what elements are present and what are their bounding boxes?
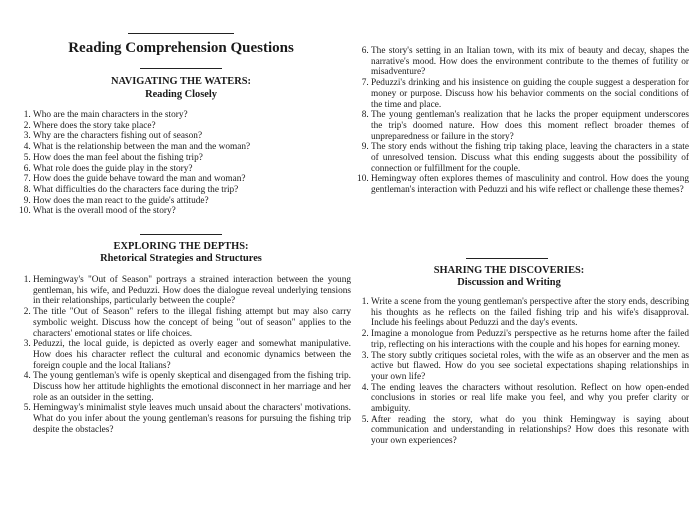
- section3-subtitle: Discussion and Writing: [457, 277, 561, 288]
- question-item: 1. Write a scene from the young gentleman's perspective after the story ends, describing his thoughts as he reflects on the failed fishing trip and his wife's disapproval. Include his feelings about Peduzzi and the day's events.: [371, 297, 689, 329]
- question-item: 6. The story's setting in an Italian town, with its mix of beauty and decay, shapes the narrative's mood. How does the environment contribute to the themes of futility or misadventure?: [371, 46, 689, 78]
- section2-title: EXPLORING THE DEPTHS:: [113, 241, 249, 252]
- question-item: 10. Hemingway often explores themes of masculinity and control. How does the young gentleman's interaction with Peduzzi and his wife reflect or challenge these themes?: [371, 174, 689, 195]
- section2-subtitle: Rhetorical Strategies and Structures: [100, 253, 262, 264]
- question-item: 5. How does the man feel about the fishing trip?: [33, 153, 353, 164]
- section2-top-rule: [140, 234, 222, 235]
- section3-question-list: [346, 297, 689, 447]
- question-item: 2. Where does the story take place?: [33, 121, 353, 132]
- question-item: 4. What is the relationship between the man and the woman?: [33, 142, 353, 153]
- question-item: 7. Peduzzi's drinking and his insistence on guiding the couple suggest a desperation for money or purpose. Discuss how his behavior comments on the social conditions of the time and place.: [371, 78, 689, 110]
- section1-top-rule: [140, 68, 222, 69]
- question-item: 5. Hemingway's minimalist style leaves much unsaid about the characters' motivations. What do you infer about the young gentleman's reasons for pursuing the fishing trip despite the obstacles?: [33, 403, 351, 435]
- question-item: 3. Peduzzi, the local guide, is depicted as overly eager and somewhat manipulative. How does his character reflect the cultural and economic dynamics between the foreign couple and the local Italians?: [33, 339, 351, 371]
- section2-question-list-a: [8, 275, 351, 436]
- section1-question-list: [8, 110, 353, 217]
- section3-title: SHARING THE DISCOVERIES:: [433, 265, 585, 276]
- question-item: 1. Hemingway's "Out of Season" portrays a strained interaction between the young gentleman, his wife, and Peduzzi. How does the dialogue reveal underlying tensions in their relationships, particularly between the couple?: [33, 275, 351, 307]
- section3-top-rule: [466, 258, 548, 259]
- question-item: 3. The story subtly critiques societal roles, with the wife as an observer and the men as active but flawed. How do you see societal expectations shaping relationships in your own life?: [371, 351, 689, 383]
- section1-title: NAVIGATING THE WATERS:: [111, 76, 251, 87]
- question-item: 6. What role does the guide play in the story?: [33, 164, 353, 175]
- question-item: 10. What is the overall mood of the story?: [33, 206, 353, 217]
- question-item: 4. The young gentleman's wife is openly skeptical and disengaged from the fishing trip. Discuss how her attitude highlights the emotional disconnect in her marriage and her role as an outsider in the setting.: [33, 371, 351, 403]
- question-item: 9. How does the man react to the guide's attitude?: [33, 196, 353, 207]
- question-item: 4. The ending leaves the characters without resolution. Reflect on how open-ended conclusions in stories or real life make you feel, and why you prefer clarity or ambiguity.: [371, 383, 689, 415]
- question-item: 5. After reading the story, what do you think Hemingway is saying about communication and understanding in relationships? How does this resonate with your own experiences?: [371, 415, 689, 447]
- section2-question-list-b: [346, 46, 689, 196]
- question-item: 2. The title "Out of Season" refers to the illegal fishing attempt but may also carry symbolic weight. Discuss how the concept of being "out of season" applies to the characters' emotional states or life choices.: [33, 307, 351, 339]
- question-item: 7. How does the guide behave toward the man and woman?: [33, 174, 353, 185]
- section1-subtitle: Reading Closely: [145, 89, 217, 100]
- question-item: 3. Why are the characters fishing out of season?: [33, 131, 353, 142]
- question-item: 9. The story ends without the fishing trip taking place, leaving the characters in a state of unresolved tension. Discuss what this ending suggests about the possibility of connection or fulfillment for the couple.: [371, 142, 689, 174]
- question-item: 8. What difficulties do the characters face during the trip?: [33, 185, 353, 196]
- question-item: 1. Who are the main characters in the story?: [33, 110, 353, 121]
- title-top-rule: [128, 33, 234, 34]
- question-item: 2. Imagine a monologue from Peduzzi's perspective as he returns home after the failed trip, reflecting on his interactions with the couple and his hopes for earning money.: [371, 329, 689, 350]
- question-item: 8. The young gentleman's realization that he lacks the proper equipment underscores the trip's doomed nature. How does this moment reflect broader themes of unpreparedness or failure in the story?: [371, 110, 689, 142]
- page-title: Reading Comprehension Questions: [68, 40, 294, 56]
